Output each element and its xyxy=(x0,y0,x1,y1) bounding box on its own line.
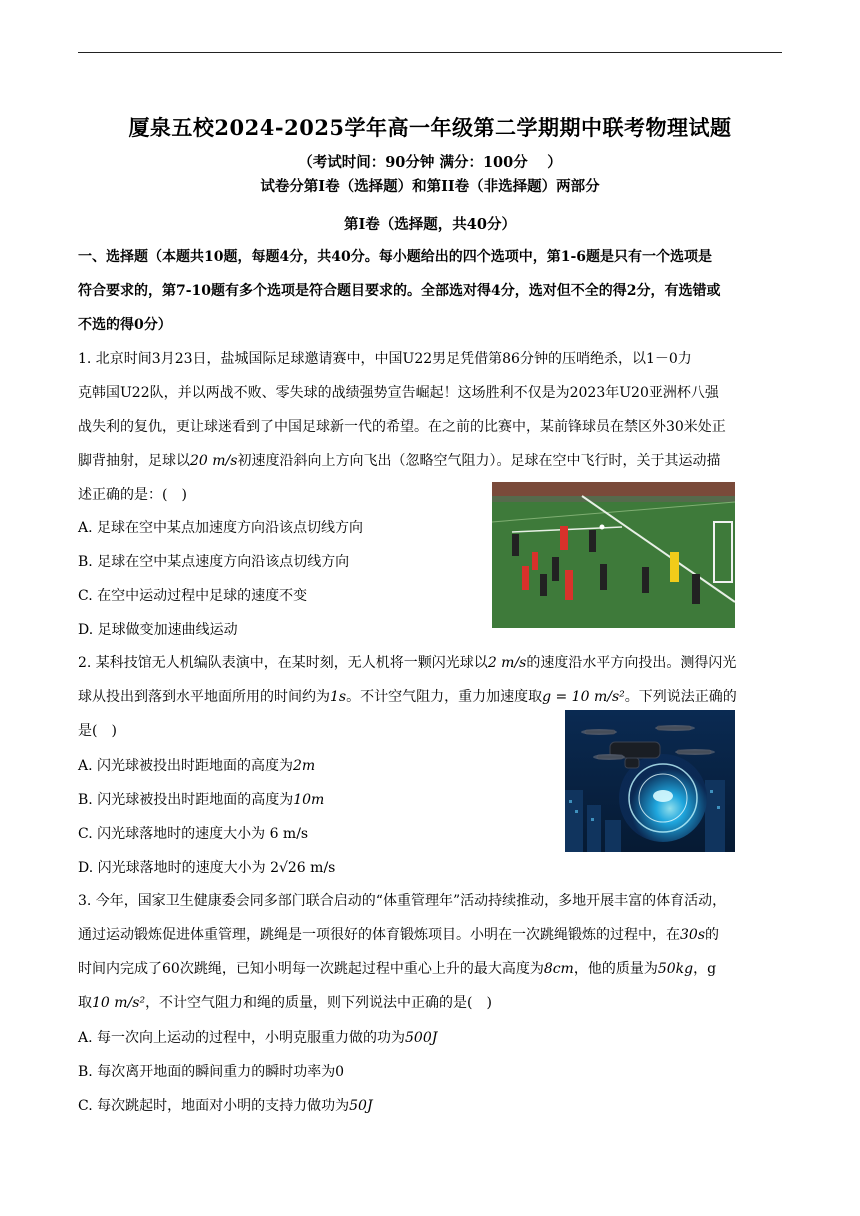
header-rule xyxy=(78,52,782,53)
q2-line2-rest: 。下列说法正确的 xyxy=(624,689,737,705)
q1-line4-text: 脚背抽射，足球以 xyxy=(78,453,190,469)
q1-line1: 1. 北京时间3月23日，盐城国际足球邀请赛中，中国U22男足凭借第86分钟的压哨绝杀，以1－0力 xyxy=(78,351,692,367)
drone-photo xyxy=(565,710,735,852)
parts-note: 试卷分第Ⅰ卷（选择题）和第II卷（非选择题）两部分 xyxy=(260,178,600,195)
q2-line1-rest: 的速度沿水平方向投出。测得闪光 xyxy=(526,655,737,671)
q2-line2 xyxy=(78,687,737,707)
q3-gravity: 10 m/s² xyxy=(92,995,146,1011)
q1-option-b: B. 足球在空中某点速度方向沿该点切线方向 xyxy=(78,554,350,570)
section1-instructions-line3: 不选的得0分） xyxy=(78,317,172,333)
q2-option-b-value: 10m xyxy=(293,792,325,808)
football-match-photo xyxy=(492,482,735,628)
q3-option-c xyxy=(78,1095,373,1115)
q3-option-a-value: 500J xyxy=(405,1030,438,1046)
q1-line5: 述正确的是：( ) xyxy=(78,487,187,503)
q2-line2-mid: 。不计空气阻力，重力加速度取 xyxy=(346,689,543,705)
q1-option-a: A. 足球在空中某点加速度方向沿该点切线方向 xyxy=(78,520,364,536)
q3-line2-text: 通过运动锻炼促进体重管理，跳绳是一项很好的体育锻炼项目。小明在一次跳绳锻炼的过程中，在 xyxy=(78,927,680,943)
q2-option-d: D. 闪光球落地时的速度大小为 2√26 m/s xyxy=(78,860,336,876)
q3-line3-mid: ，他的质量为 xyxy=(573,961,658,977)
q3-line2-rest: 的 xyxy=(705,927,719,943)
q2-velocity: 2 m/s xyxy=(487,655,527,671)
q1-line2: 克韩国U22队，并以两战不败、零失球的战绩强势宣告崛起！这场胜利不仅是为2023年U20亚洲杯八强 xyxy=(78,385,719,401)
q1-line4 xyxy=(78,451,720,471)
q3-option-c-text: C. 每次跳起时，地面对小明的支持力做功为 xyxy=(78,1098,350,1114)
q1-line4-rest: 初速度沿斜向上方向飞出（忽略空气阻力）。足球在空中飞行时，关于其运动描 xyxy=(237,453,721,469)
q3-option-c-value: 50J xyxy=(349,1098,373,1114)
q3-option-b: B. 每次离开地面的瞬间重力的瞬时功率为0 xyxy=(78,1064,345,1080)
q2-option-c: C. 闪光球落地时的速度大小为 6 m/s xyxy=(78,826,309,842)
q3-line3 xyxy=(78,959,716,979)
q1-line3: 战失利的复仇，更让球迷看到了中国足球新一代的希望。在之前的比赛中，某前锋球员在禁区外30米处正 xyxy=(78,419,726,435)
part1-title: 第Ⅰ卷（选择题，共40分） xyxy=(344,216,516,233)
exam-info: （考试时间：90分钟 满分：100分 ） xyxy=(298,154,562,171)
q3-line1: 3. 今年，国家卫生健康委会同多部门联合启动的“体重管理年”活动持续推动，多地开展丰富的体育活动， xyxy=(78,893,727,909)
q2-option-a-value: 2m xyxy=(293,758,316,774)
q3-line2 xyxy=(78,925,719,945)
q3-option-a-text: A. 每一次向上运动的过程中，小明克服重力做的功为 xyxy=(78,1030,406,1046)
q2-time: 1s xyxy=(330,689,347,705)
q3-line4 xyxy=(78,993,492,1013)
q2-line2-text: 球从投出到落到水平地面所用的时间约为 xyxy=(78,689,330,705)
q2-option-b-text: B. 闪光球被投出时距地面的高度为 xyxy=(78,792,294,808)
exam-title: 厦泉五校2024-2025学年高一年级第二学期期中联考物理试题 xyxy=(128,115,732,140)
section1-instructions-line2: 符合要求的，第7-10题有多个选项是符合题目要求的。全部选对得4分，选对但不全的得2分，有选错或 xyxy=(78,283,721,299)
q3-line3-rest: ，g xyxy=(693,961,717,977)
q3-option-a xyxy=(78,1027,437,1047)
q2-line3: 是( ) xyxy=(78,723,117,739)
q3-duration: 30s xyxy=(680,927,705,943)
q1-option-c: C. 在空中运动过程中足球的速度不变 xyxy=(78,588,308,604)
q3-line3-text: 时间内完成了60次跳绳，已知小明每一次跳起过程中重心上升的最大高度为 xyxy=(78,961,544,977)
q3-mass: 50kg xyxy=(657,961,694,977)
q3-line4-rest: ，不计空气阻力和绳的质量，则下列说法中正确的是( ) xyxy=(145,995,492,1011)
q3-height: 8cm xyxy=(543,961,574,977)
q1-velocity: 20 m/s xyxy=(190,453,238,469)
q2-line1 xyxy=(78,653,736,673)
section1-instructions-line1: 一、选择题（本题共10题，每题4分，共40分。每小题给出的四个选项中，第1-6题是只有一个选项是 xyxy=(78,249,712,265)
q2-line1-text: 2. 某科技馆无人机编队表演中，在某时刻，无人机将一颗闪光球以 xyxy=(78,655,488,671)
q1-option-d: D. 足球做变加速曲线运动 xyxy=(78,622,238,638)
q2-gravity: g = 10 m/s² xyxy=(542,689,625,705)
q2-option-a-text: A. 闪光球被投出时距地面的高度为 xyxy=(78,758,294,774)
q2-option-b xyxy=(78,789,324,809)
q3-line4-text: 取 xyxy=(78,995,92,1011)
q2-option-a xyxy=(78,755,315,775)
